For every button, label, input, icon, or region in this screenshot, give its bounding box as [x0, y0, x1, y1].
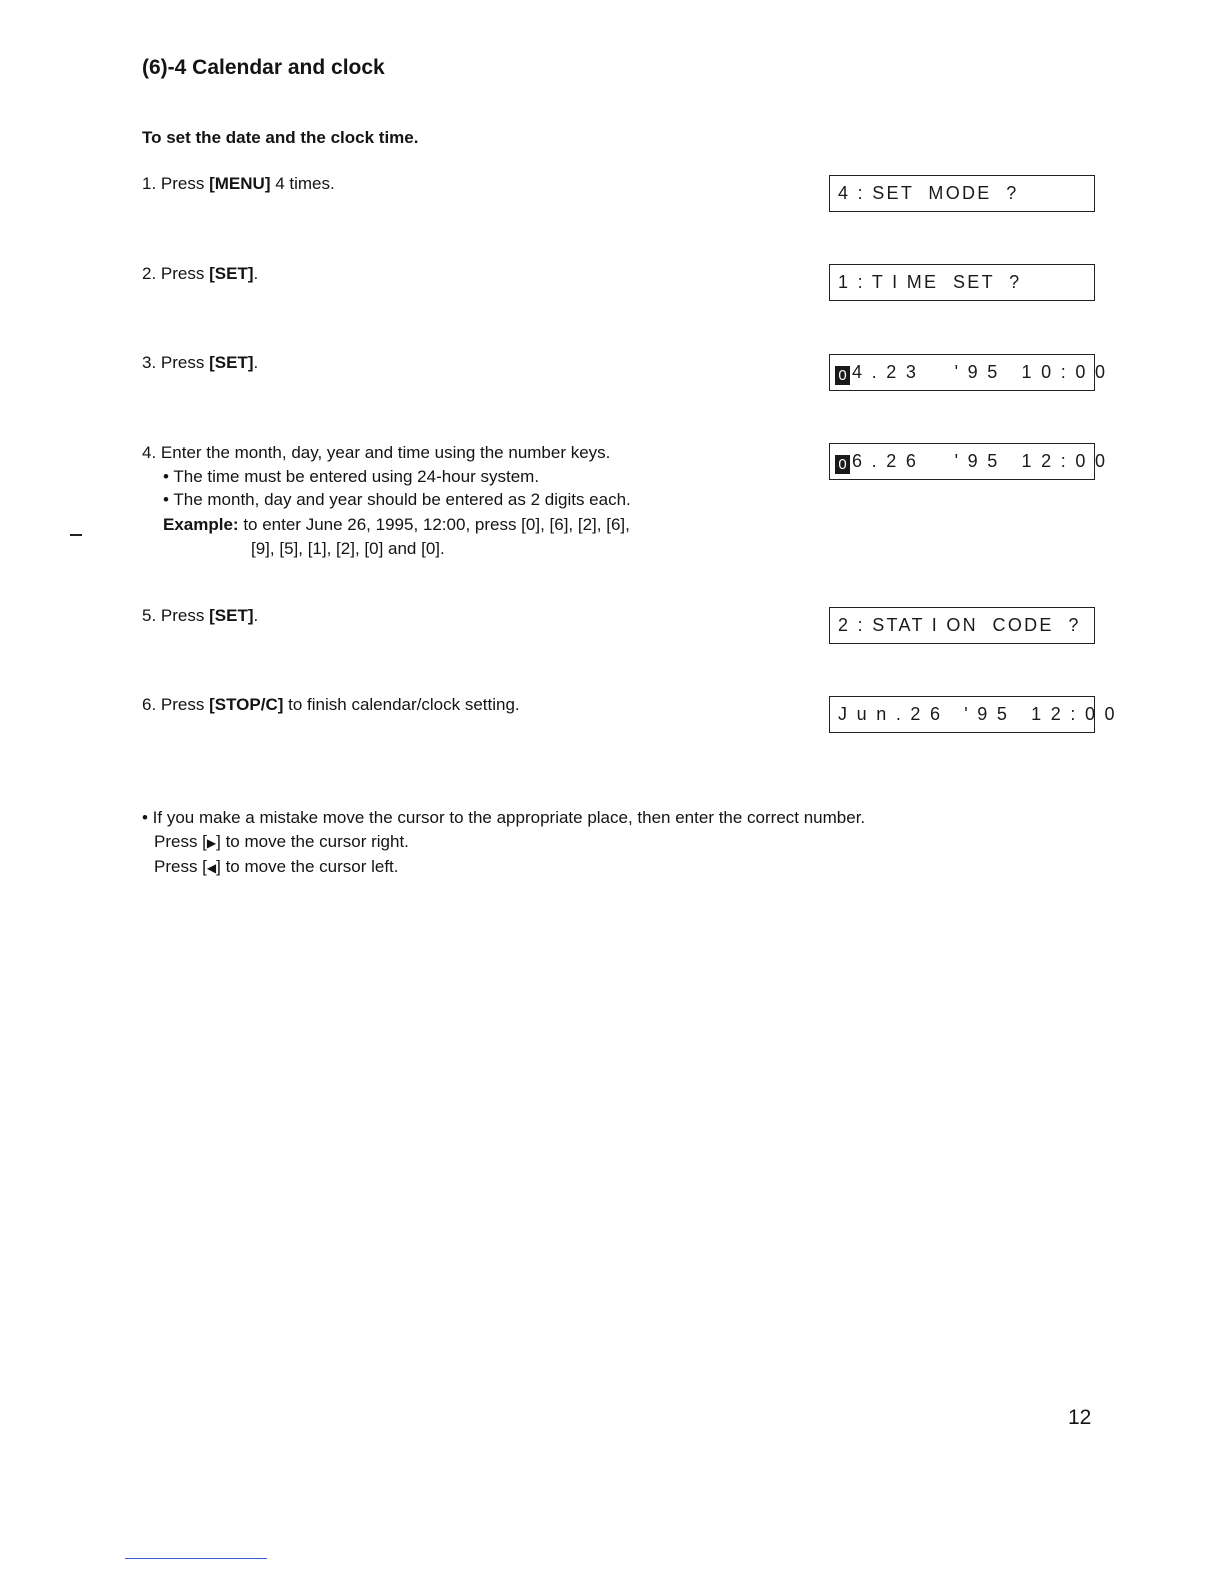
step-number: 2.	[142, 264, 157, 283]
step-3	[142, 351, 258, 374]
lcd-display-entered-date	[829, 443, 1108, 480]
step-text: Enter the month, day, year and time using the number keys.	[160, 443, 611, 462]
step-text-pre: Press	[160, 264, 210, 283]
step-5	[142, 604, 258, 627]
left-arrow-icon: ◀	[206, 861, 217, 875]
lcd-display-final-date: J u n . 2 6 ' 9 5 1 2 : 0 0	[829, 696, 1095, 733]
step-text-post: to finish calendar/clock setting.	[283, 695, 520, 714]
lcd-text: 4 . 2 3 ' 9 5 1 0 : 0 0	[852, 362, 1108, 382]
key-label: [MENU]	[209, 174, 271, 193]
step-number: 5.	[142, 606, 157, 625]
lcd-text: 6 . 2 6 ' 9 5 1 2 : 0 0	[852, 451, 1108, 471]
lcd-display-set-mode: 4 : SET MODE ?	[829, 175, 1095, 212]
step-1	[142, 172, 335, 195]
page-number: 12	[1068, 1406, 1092, 1429]
example-text: to enter June 26, 1995, 12:00, press [0], [6], [2], [6],	[238, 515, 630, 534]
step-4-bullet-1: • The time must be entered using 24-hour system.	[163, 467, 540, 486]
step-text-pre: Press	[160, 695, 210, 714]
right-arrow-icon: ▶	[206, 835, 217, 850]
margin-mark	[70, 534, 82, 536]
cursor-note	[142, 806, 865, 881]
lcd-display-initial-date	[829, 354, 1108, 391]
section-subtitle: To set the date and the clock time.	[142, 128, 419, 147]
key-label: [STOP/C]	[209, 695, 284, 714]
step-6	[142, 693, 520, 716]
step-text-pre: Press	[160, 174, 210, 193]
cursor-block: 0	[835, 455, 850, 474]
example-line-2: [9], [5], [1], [2], [0] and [0].	[251, 539, 445, 558]
step-4	[142, 441, 610, 464]
key-label: [SET]	[209, 264, 254, 283]
lcd-display-station-code: 2 : STAT I ON CODE ?	[829, 607, 1095, 644]
step-2	[142, 262, 258, 285]
note-line-2: Press [▶] to move the cursor right.	[154, 831, 409, 851]
step-4-bullet-2: • The month, day and year should be entered as 2 digits each.	[163, 490, 631, 509]
step-number: 1.	[142, 174, 157, 193]
step-text-pre: Press	[160, 606, 210, 625]
lcd-display-time-set: 1 : T I ME SET ?	[829, 264, 1095, 301]
cursor-block: 0	[835, 366, 850, 385]
page-title: (6)-4 Calendar and clock	[142, 56, 385, 79]
key-label: [SET]	[209, 606, 254, 625]
step-number: 3.	[142, 353, 157, 372]
example-line-1	[163, 513, 630, 536]
step-text-post: .	[253, 264, 259, 283]
note-line-1: • If you make a mistake move the cursor to the appropriate place, then enter the correct number.	[142, 808, 866, 827]
step-number: 4.	[142, 443, 157, 462]
step-text-post: .	[253, 606, 259, 625]
footer-rule	[125, 1558, 267, 1559]
step-number: 6.	[142, 695, 157, 714]
example-label: Example:	[163, 515, 239, 534]
step-text-pre: Press	[160, 353, 210, 372]
step-text-post: 4 times.	[270, 174, 335, 193]
note-line-3: Press [◀] to move the cursor left.	[154, 857, 399, 876]
step-text-post: .	[253, 353, 259, 372]
key-label: [SET]	[209, 353, 254, 372]
